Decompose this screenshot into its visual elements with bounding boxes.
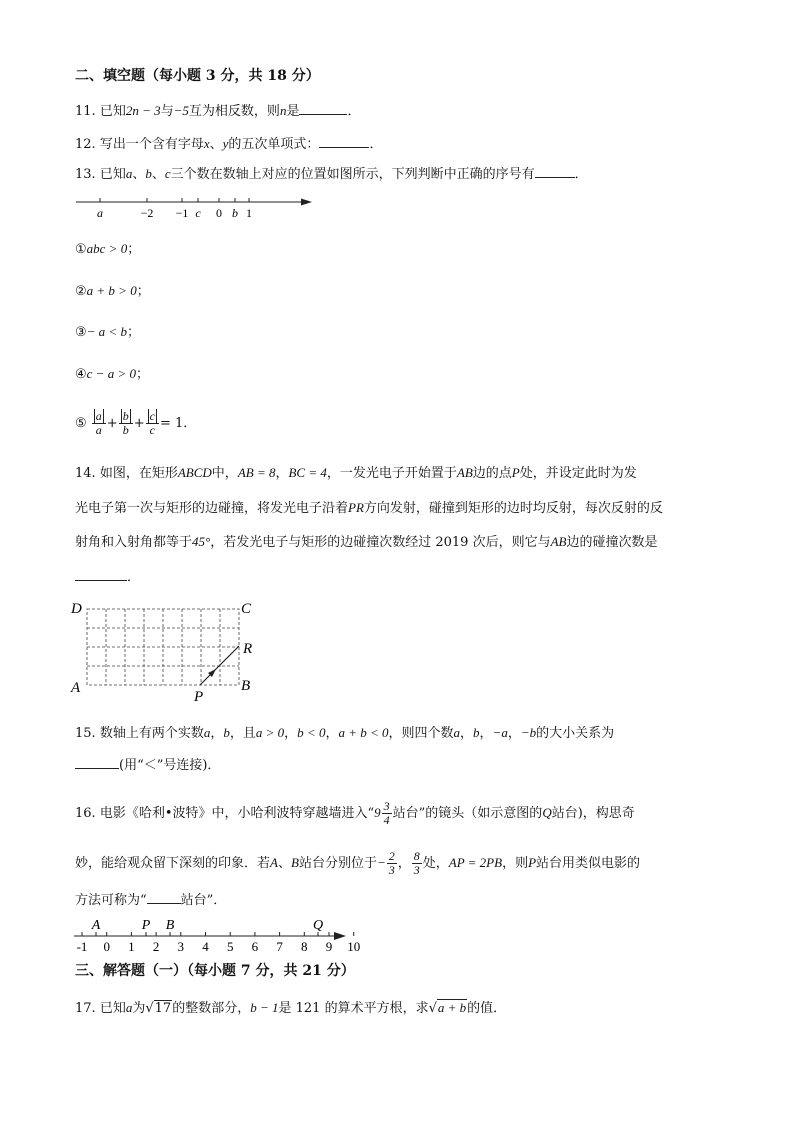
label-D: D	[71, 601, 82, 617]
tick-label-6: 6	[251, 939, 259, 954]
tick-label-10: 10	[347, 939, 360, 954]
fraction-c: $\frac{c}{c}$	[146, 410, 159, 437]
tick-label-2: 2	[152, 939, 160, 954]
option-3: ③− a < b；	[75, 324, 140, 340]
question-16-line-3: 方法可称为“ 站台”．	[75, 893, 227, 908]
tick-label-8: 8	[301, 939, 308, 954]
label-minus2: −2	[140, 206, 154, 220]
question-15-line-1: 15. 数轴上有两个实数a，b，且a > 0，b < 0，a + b < 0，则四个数a，b，−a，−b的大小关系为	[75, 725, 615, 741]
axis-arrow	[301, 199, 312, 206]
label-B: B	[165, 918, 175, 933]
tick-label-3: 3	[177, 939, 185, 954]
axis-arrow	[334, 932, 346, 940]
mixed-fraction: $\frac{3}{4}$	[383, 799, 390, 827]
option-5: ⑤ $\frac{a}{a}$ + $\frac{b}{b}$ + $\frac{c}{c}$ = 1．	[75, 409, 197, 437]
label-A: A	[71, 680, 81, 696]
grid-lines	[87, 609, 239, 685]
sqrt-17: 17	[154, 1001, 172, 1016]
label-1: 1	[246, 206, 252, 220]
tick-label-5: 5	[226, 939, 234, 954]
option-4: ④c − a > 0；	[75, 366, 149, 382]
label-P: P	[194, 689, 204, 705]
question-11: 11. 已知2n − 3与−5互为相反数，则n是 ．	[75, 103, 361, 119]
tick-label-4: 4	[202, 939, 209, 954]
section-2-heading: 二、填空题（每小题 3 分，共 18 分）	[75, 68, 320, 84]
question-17: 17. 已知a为√17的整数部分，b − 1是 121 的算术平方根，求√a + b的值．	[75, 1000, 507, 1016]
tick-label-1: 1	[128, 939, 135, 954]
fraction-8-3: $\frac{8}{3}$	[413, 849, 420, 877]
rectangle-figure	[68, 597, 268, 705]
label-minus1: −1	[175, 206, 189, 220]
tick-label-7: 7	[276, 939, 283, 954]
label-0: 0	[216, 206, 222, 220]
label-P: P	[141, 918, 151, 933]
question-12: 12. 写出一个含有字母x、y的五次单项式： ．	[75, 136, 383, 152]
question-15-line-2: (用“＜”号连接)．	[75, 756, 220, 774]
ray-PR	[200, 651, 234, 685]
answer-blank[interactable]	[319, 135, 369, 148]
answer-blank[interactable]	[535, 165, 575, 178]
label-b: b	[232, 206, 238, 220]
number-line-stations	[70, 914, 360, 956]
fraction-minus-2-3: $\frac{2}{3}$	[388, 849, 395, 877]
answer-blank[interactable]	[75, 568, 127, 581]
option-1: ①abc > 0；	[75, 241, 141, 257]
answer-blank[interactable]	[147, 891, 181, 904]
question-13: 13. 已知a、b、c三个数在数轴上对应的位置如图所示，下列判断中正确的序号有 ．	[75, 166, 588, 182]
answer-blank[interactable]	[299, 102, 347, 115]
question-14-line-1: 14. 如图，在矩形ABCD中，AB = 8，BC = 4，一发光电子开始置于AB边的点P处，并设定此时为发	[75, 465, 637, 481]
question-14-line-3: 射角和入射角都等于45°，若发光电子与矩形的边碰撞次数经过 2019 次后，则它与AB边的碰撞次数是	[75, 534, 658, 550]
option-2: ②a + b > 0；	[75, 283, 150, 299]
label-a: a	[97, 206, 103, 220]
label-A: A	[91, 918, 101, 933]
sqrt-a-plus-b: a + b	[437, 1000, 467, 1015]
question-14-line-2: 光电子第一次与矩形的边碰撞，将发光电子沿着PR方向发射，碰撞到矩形的边时均反射，每次反射的反	[75, 500, 663, 516]
label-R: R	[243, 641, 253, 657]
section-3-heading: 三、解答题（一）（每小题 7 分，共 21 分）	[75, 963, 355, 979]
label-c: c	[195, 206, 201, 220]
fraction-b: $\frac{b}{b}$	[119, 410, 133, 437]
question-16-line-2: 妙，能给观众留下深刻的印象．若A、B站台分别位于− $\frac{2}{3}$ ， $\frac{8}{3}$ 处，AP = 2PB，则P站台用类似电影的	[75, 849, 641, 877]
tick-label-9: 9	[325, 939, 333, 954]
answer-blank[interactable]	[75, 756, 119, 769]
question-16-line-1: 16. 电影《哈利•波特》中，小哈利波特穿越墙进入“9 $\frac{3}{4}$ 站台”的镜头（如示意图的Q站台)，构思奇	[75, 799, 635, 827]
number-line-abc	[72, 192, 322, 226]
tick-label-0: 0	[103, 939, 110, 954]
tick-label--1: -1	[76, 939, 88, 954]
question-14-line-4: ．	[75, 568, 140, 586]
label-B: B	[241, 678, 251, 694]
fraction-a: $\frac{a}{a}$	[92, 410, 106, 437]
label-Q: Q	[312, 918, 324, 933]
label-C: C	[241, 601, 252, 617]
